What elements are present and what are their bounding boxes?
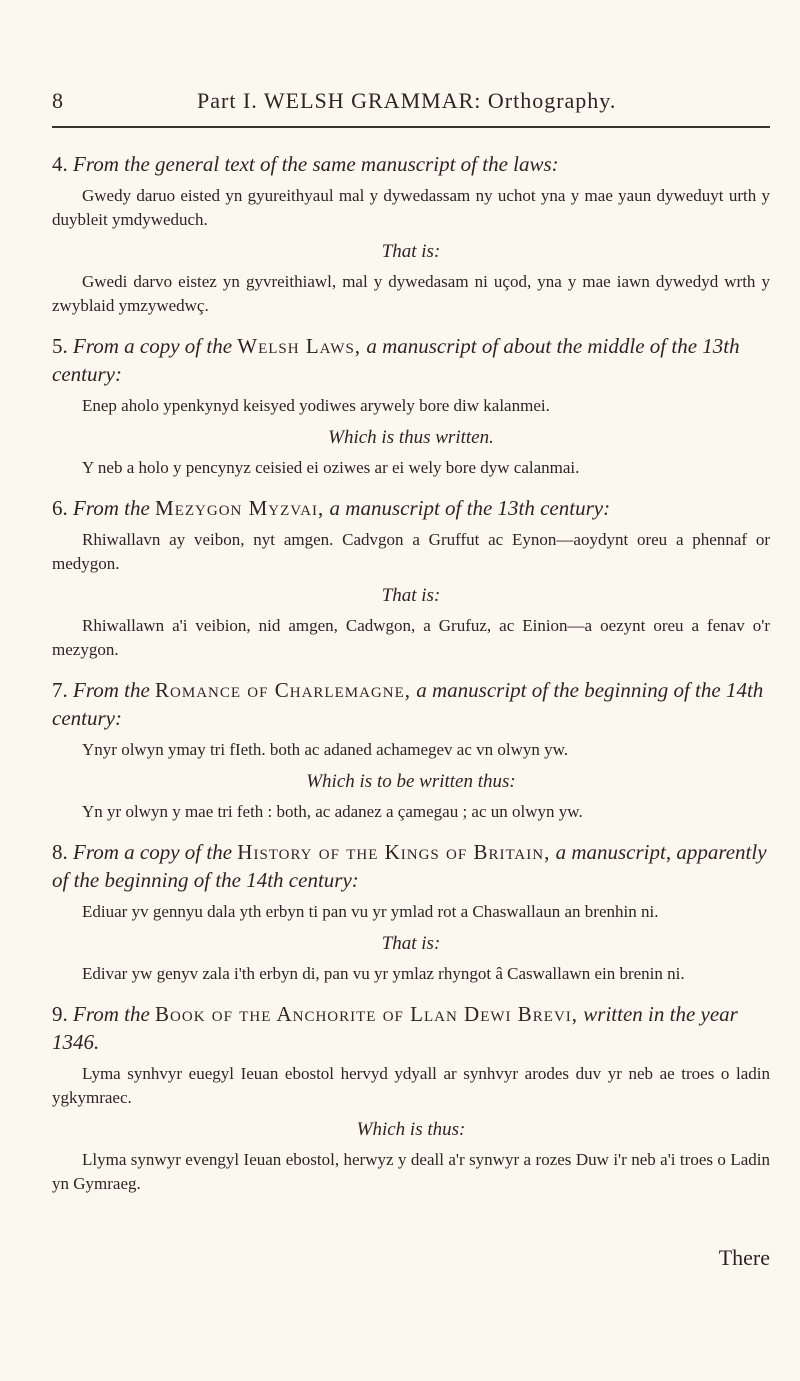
modern-text: Yn yr olwyn y mae tri feth : both, ac adanez a çamegau ; ac un olwyn yw.	[82, 802, 583, 821]
section-heading: 5. From a copy of the Welsh Laws, a manuscript of about the middle of the 13th century:	[52, 334, 740, 386]
section-heading: 4. From the general text of the same manuscript of the laws:	[52, 152, 559, 176]
original-text: Rhiwallavn ay veibon, nyt amgen. Cadvgon a Gruffut ac Eynon—aoydynt oreu a phennaf or medygon.	[52, 530, 770, 573]
section-heading: 7. From the Romance of Charlemagne, a manuscript of the beginning of the 14th century:	[52, 678, 764, 730]
section-heading: 8. From a copy of the History of the Kings of Britain, a manuscript, apparently of the beginning of the 14th century:	[52, 840, 767, 892]
original-text: Enep aholo ypenkynyd keisyed yodiwes arywely bore diw kalanmei.	[82, 396, 550, 415]
original-text: Ediuar yv gennyu dala yth erbyn ti pan vu yr ymlad rot a Chaswallaun an brenhin ni.	[82, 902, 659, 921]
subheading: That is:	[381, 585, 441, 606]
main-text	[52, 150, 770, 1200]
modern-text: Y neb a holo y pencynyz ceisied ei oziwes ar ei wely bore dyw calanmai.	[82, 458, 580, 477]
original-text: Lyma synhvyr euegyl Ieuan ebostol hervyd ydyall ar synhvyr arodes duv yr neb ae troes o ladin ygkymraec.	[52, 1064, 770, 1107]
catchword: There	[718, 1245, 770, 1270]
subheading: That is:	[381, 933, 441, 954]
page-number: 8	[52, 88, 64, 113]
header-rule	[52, 126, 770, 128]
subheading: That is:	[381, 241, 441, 262]
subheading: Which is thus:	[356, 1119, 466, 1140]
subheading: Which is to be written thus:	[306, 771, 516, 792]
original-text: Gwedy daruo eisted yn gyureithyaul mal y dywedassam ny uchot yna y mae yaun dyweduyt urth y duybleit ymdyweduch.	[52, 186, 770, 229]
modern-text: Edivar yw genyv zala i'th erbyn di, pan vu yr ymlaz rhyngot â Caswallawn ein brenin ni.	[82, 964, 685, 983]
modern-text: Rhiwallawn a'i veibion, nid amgen, Cadwgon, a Grufuz, ac Einion—a oezynt oreu a fenav o'r mezygon.	[52, 616, 770, 659]
subheading: Which is thus written.	[328, 427, 494, 448]
modern-text: Gwedi darvo eistez yn gyvreithiawl, mal y dywedasam ni uçod, yna y mae iawn dywedyd wrth y zwyblaid ymzywedwç.	[52, 272, 770, 315]
section-heading: 6. From the Mezygon Myzvai, a manuscript of the 13th century:	[52, 496, 611, 520]
section-heading: 9. From the Book of the Anchorite of Llan Dewi Brevi, written in the year 1346.	[52, 1002, 738, 1054]
running-title: Part I. WELSH GRAMMAR: Orthography.	[197, 88, 617, 113]
original-text: Ynyr olwyn ymay tri fIeth. both ac adaned achamegev ac vn olwyn yw.	[82, 740, 569, 759]
modern-text: Llyma synwyr evengyl Ieuan ebostol, herwyz y deall a'r synwyr a rozes Duw i'r neb a'i troes o Ladin yn Gymraeg.	[52, 1150, 770, 1193]
